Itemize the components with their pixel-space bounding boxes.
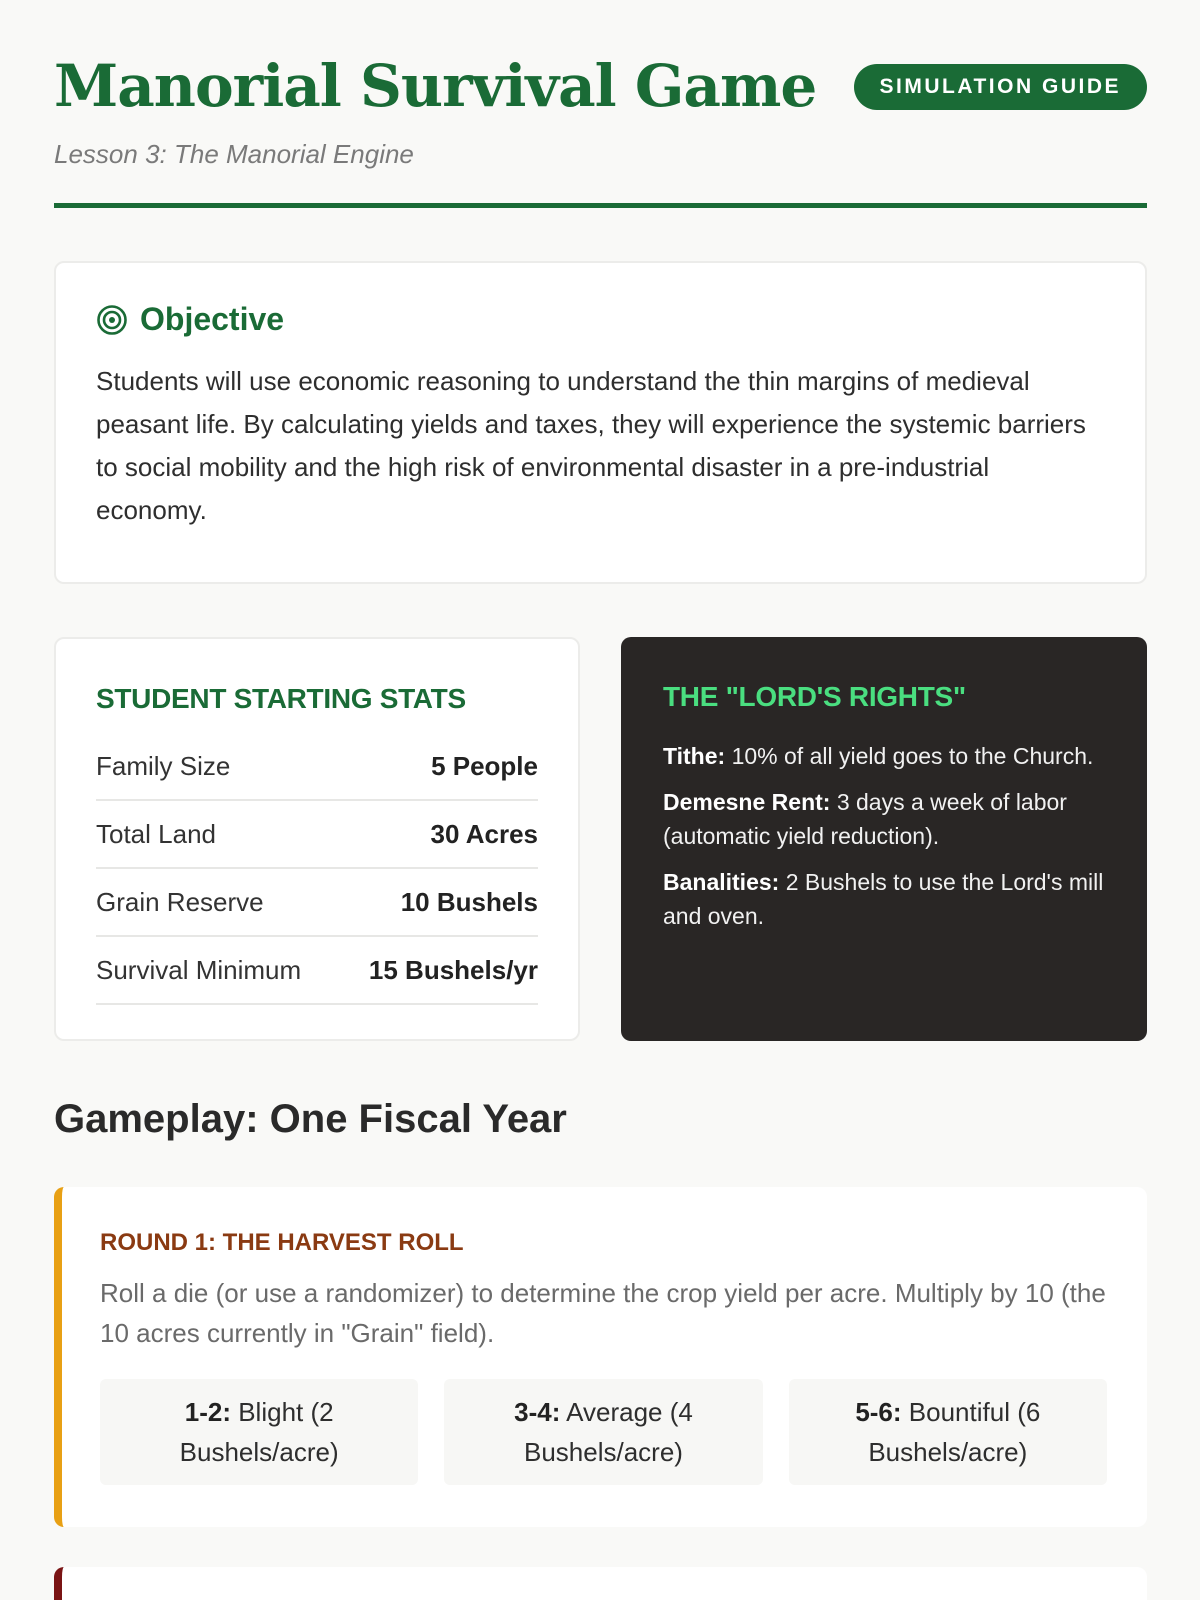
- lords-rights-title: THE "LORD'S RIGHTS": [663, 681, 966, 712]
- objective-header: [96, 301, 1105, 338]
- stat-label: Total Land: [96, 818, 216, 849]
- outcome-desc: Average (4 Bushels/acre): [524, 1397, 693, 1467]
- lords-rights-card: [621, 637, 1147, 1041]
- outcome-desc: Bountiful (6 Bushels/acre): [868, 1397, 1041, 1467]
- outcome-bountiful: [789, 1379, 1107, 1485]
- outcome-range: 1-2:: [184, 1397, 231, 1427]
- stat-row-family-size: [96, 733, 538, 801]
- right-desc: 10% of all yield goes to the Church.: [725, 743, 1094, 769]
- objective-text: Students will use economic reasoning to understand the thin margins of medieval peasant life. By calculating yields and taxes, they will experience the systemic barriers to social mobility and the high risk of environmental disaster in a pre-industrial economy.: [96, 366, 1086, 525]
- lords-rights-list: [663, 739, 1105, 933]
- target-icon: [96, 304, 128, 336]
- stat-label: Grain Reserve: [96, 886, 264, 917]
- round-1-card: [54, 1187, 1147, 1527]
- harvest-outcomes: [100, 1379, 1107, 1485]
- stat-row-grain-reserve: [96, 869, 538, 937]
- page: [54, 0, 1147, 1467]
- right-term: Demesne Rent:: [663, 789, 831, 815]
- round-2-card: [54, 1567, 1147, 1600]
- right-desc: 3 days a week of labor (automatic yield reduction).: [663, 789, 1067, 849]
- stat-value: 10 Bushels: [400, 886, 538, 917]
- right-term: Banalities:: [663, 869, 780, 895]
- stat-value: 5 People: [431, 750, 538, 781]
- page-subtitle: Lesson 3: The Manorial Engine: [54, 139, 414, 169]
- right-item-banalities: [663, 865, 1105, 933]
- stat-value: 30 Acres: [430, 818, 538, 849]
- simulation-guide-badge: SIMULATION GUIDE: [854, 64, 1147, 110]
- stat-label: Survival Minimum: [96, 954, 302, 985]
- outcome-range: 5-6:: [855, 1397, 902, 1427]
- starting-stats-card: [54, 637, 580, 1041]
- stat-row-total-land: [96, 801, 538, 869]
- objective-card: [54, 261, 1147, 584]
- stat-value: 15 Bushels/yr: [368, 954, 538, 985]
- stat-row-survival-minimum: [96, 937, 538, 1005]
- outcome-average: [444, 1379, 762, 1485]
- outcome-blight: [100, 1379, 418, 1485]
- starting-stats-title: STUDENT STARTING STATS: [96, 683, 466, 714]
- right-item-demesne-rent: [663, 785, 1105, 853]
- round-1-text: Roll a die (or use a randomizer) to determine the crop yield per acre. Multiply by 10 (the 10 acres currently in "Grain" field).: [100, 1278, 1106, 1348]
- right-desc: 2 Bushels to use the Lord's mill and oven.: [663, 869, 1104, 929]
- gameplay-title: Gameplay: One Fiscal Year: [54, 1097, 567, 1141]
- outcome-desc: Blight (2 Bushels/acre): [179, 1397, 339, 1467]
- right-item-tithe: [663, 739, 1105, 773]
- right-term: Tithe:: [663, 743, 726, 769]
- round-1-title: ROUND 1: THE HARVEST ROLL: [100, 1229, 464, 1256]
- stat-label: Family Size: [96, 750, 231, 781]
- page-title: Manorial Survival Game: [54, 52, 817, 120]
- stats-table: [96, 733, 538, 1005]
- header: [54, 0, 1147, 208]
- outcome-range: 3-4:: [514, 1397, 561, 1427]
- objective-title: Objective: [140, 301, 285, 337]
